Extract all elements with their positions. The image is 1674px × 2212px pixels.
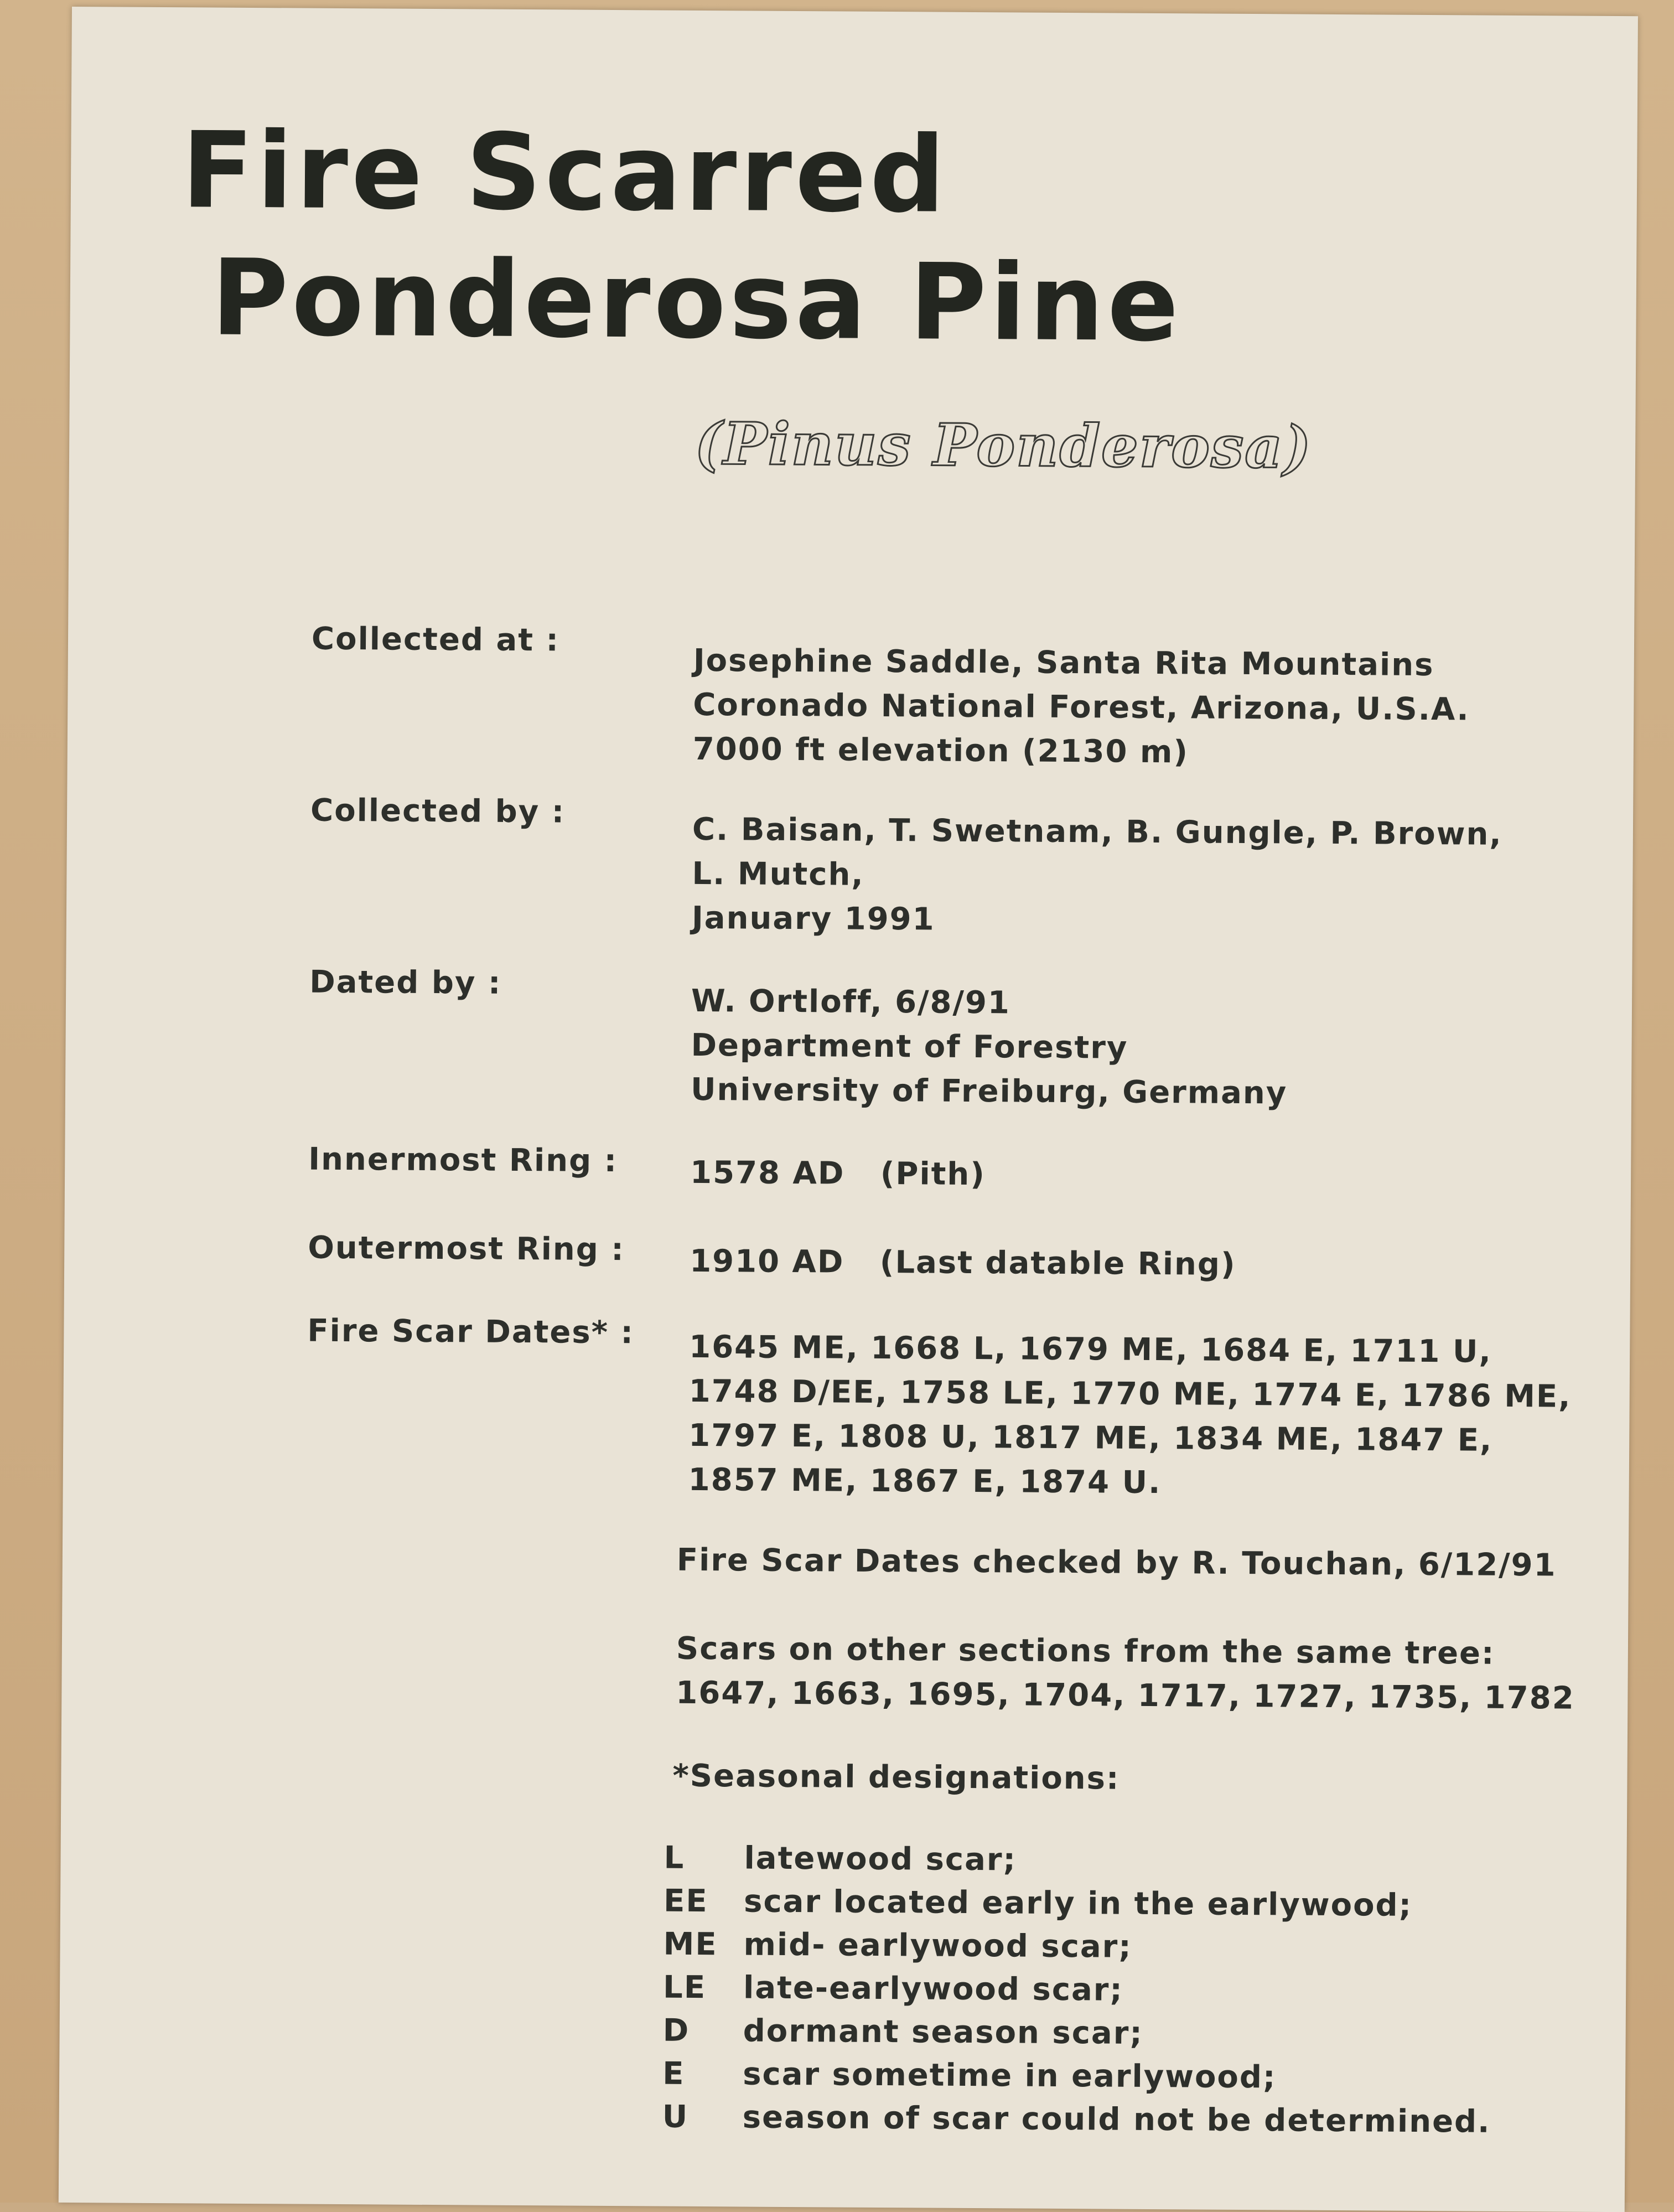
legend-code: U: [662, 2099, 689, 2135]
value-line: *Seasonal designations:: [672, 1758, 1120, 1797]
fire-scar-dates-label: Fire Scar Dates* :: [307, 1312, 635, 1351]
legend-row: [662, 2010, 1143, 2055]
legend-row: [663, 1924, 1132, 1968]
value-line: 1645 ME, 1668 L, 1679 ME, 1684 E, 1711 U,: [689, 1329, 1492, 1370]
paper-sheet: [59, 7, 1638, 2212]
legend-row: [664, 1880, 1412, 1927]
outermost-ring-label: Outermost Ring :: [308, 1229, 625, 1268]
collected-by-label: Collected by :: [310, 792, 566, 830]
value-line: January 1991: [691, 900, 935, 938]
legend-row: [662, 2096, 1490, 2143]
value-line: 1857 ME, 1867 E, 1874 U.: [688, 1461, 1162, 1501]
value-line: W. Ortloff, 6/8/91: [691, 983, 1011, 1021]
innermost-ring-label: Innermost Ring :: [308, 1141, 618, 1180]
title-line-2: Ponderosa Pine: [211, 236, 1183, 365]
latin-name: (Pinus Ponderosa): [694, 409, 1313, 482]
legend-desc: scar sometime in earlywood;: [743, 2056, 1277, 2096]
legend-desc: season of scar could not be determined.: [742, 2099, 1491, 2140]
title-line-1: Fire Scarred: [181, 109, 949, 236]
value-line: University of Freiburg, Germany: [690, 1071, 1288, 1112]
innermost-ring-value: [690, 1151, 1575, 1201]
legend-desc: late-earlywood scar;: [743, 1970, 1124, 2008]
value-line: 1748 D/EE, 1758 LE, 1770 ME, 1774 E, 1786 ME,: [688, 1373, 1572, 1415]
legend-desc: dormant season scar;: [743, 2013, 1143, 2051]
dated-by-label: Dated by :: [309, 964, 502, 1001]
collected-by-value: [692, 808, 1578, 946]
legend-code: EE: [663, 1883, 708, 1920]
fire-scar-dates-value: [688, 1325, 1575, 1508]
dated-by-value: [691, 979, 1577, 1118]
legend-desc: scar located early in the earlywood;: [743, 1883, 1413, 1924]
outermost-ring-value: [690, 1239, 1575, 1289]
legend-code: D: [662, 2012, 690, 2049]
value-line: 1910 AD (Last datable Ring): [689, 1243, 1236, 1283]
collected-at-label: Collected at :: [311, 621, 560, 659]
legend-row: [664, 1837, 1017, 1882]
value-line: Scars on other sections from the same tree:: [676, 1630, 1495, 1672]
legend-code: L: [664, 1839, 685, 1876]
legend-desc: mid- earlywood scar;: [743, 1926, 1132, 1965]
value-line: 1647, 1663, 1695, 1704, 1717, 1727, 1735, 1782: [676, 1674, 1575, 1717]
value-line: 1797 E, 1808 U, 1817 ME, 1834 ME, 1847 E,: [688, 1417, 1493, 1459]
value-line: Coronado National Forest, Arizona, U.S.A.: [693, 686, 1470, 728]
checked-note: [677, 1538, 1562, 1588]
value-line: C. Baisan, T. Swetnam, B. Gungle, P. Brown,: [692, 811, 1502, 852]
legend-row: [663, 1967, 1123, 2012]
legend-code: E: [662, 2055, 685, 2092]
legend-desc: latewood scar;: [744, 1840, 1017, 1878]
legend-row: [662, 2053, 1277, 2099]
value-line: 1578 AD (Pith): [690, 1154, 986, 1193]
collected-at-value: [693, 639, 1579, 777]
value-line: Department of Forestry: [691, 1027, 1128, 1066]
other-sections: [676, 1627, 1575, 1721]
value-line: 7000 ft elevation (2130 m): [692, 731, 1189, 771]
value-line: Josephine Saddle, Santa Rita Mountains: [693, 642, 1434, 684]
legend-code: LE: [662, 1969, 707, 2006]
value-line: L. Mutch,: [692, 855, 864, 893]
value-line: Fire Scar Dates checked by R. Touchan, 6/12/91: [676, 1542, 1557, 1584]
legend-code: ME: [663, 1926, 718, 1963]
seasonal-heading: [672, 1754, 1558, 1804]
